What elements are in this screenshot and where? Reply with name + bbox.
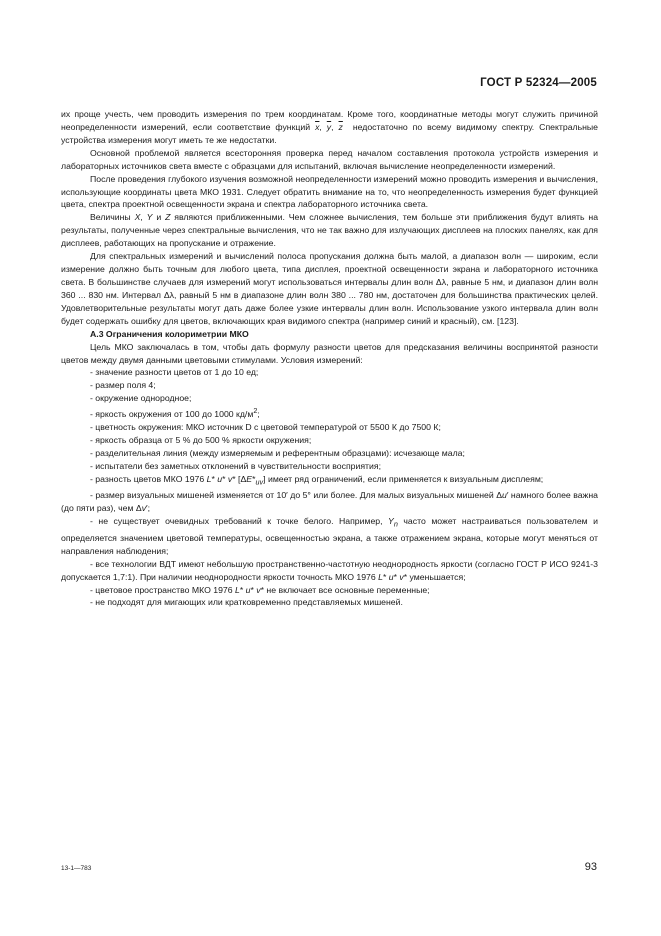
paragraph: Цель МКО заключалась в том, чтобы дать формулу разности цветов для предсказания величины воспринятой разности цветов между двумя данными цветовыми стимулами. Условия измерений: xyxy=(61,341,598,365)
paragraph: Величины X, Y и Z являются приближенными. Чем сложнее вычисления, тем больше эти приближения будут влиять на результаты, полученные через спектральные вычисления, что не так важно для излучающих дисплеев на плоских панелях, как для дисплеев, работающих на пропускание и отражение. xyxy=(61,212,599,249)
paragraph: - окружение однородное; xyxy=(90,393,192,404)
paragraph: - не существует очевидных требований к точке белого. Например, $Y_n$ часто может настраиваться пользователем и определяется значением цветовой температуры, освещенностью экрана, а также отражением экрана, которые могут меняться от направления наблюдения; xyxy=(61,516,599,556)
paragraph: - значение разности цветов от 1 до 10 ед; xyxy=(90,367,259,378)
paragraph: - цветовое пространство МКО 1976 L* u* v* не включает все основные переменные; xyxy=(90,584,430,595)
paragraph: После проведения глубокого изучения возможной неопределенности измерений можно проводить измерения и вычисления, использующие координаты цвета МКО 1931. Следует обратить внимание на то, что неопределенность измерения будет функцией цвета, спектра проектной освещенности экрана и спектра лабораторного источника света. xyxy=(61,173,598,210)
paragraph: - испытатели без заметных отклонений в чувствительности восприятия; xyxy=(90,460,381,471)
page-number: 93 xyxy=(584,861,597,873)
paragraph: - яркость образца от 5 % до 500 % яркости окружения; xyxy=(90,434,312,445)
print-code: 13-1—783 xyxy=(61,865,92,872)
paragraph: Основной проблемой является всесторонняя проверка перед началом составления протокола устройств измерения и лабораторных источников света вместе с образцами для испытаний, включая вычисление неопределенности измерений. xyxy=(61,147,598,171)
paragraph: - разность цветов МКО 1976 L* u* v* $[\Delta E*_{uv}]$ имеет ряд ограничений, если применяется к визуальным дисплеям; xyxy=(90,473,544,487)
paragraph: Для спектральных измерений и вычислений полоса пропускания должна быть малой, а диапазон волн — широким, если измерение должно быть точным для любого цвета, типа дисплея, проектной освещенности экрана и лабораторного источника света. В большинстве случаев для измерений могут использоваться интервалы длин волн Δλ, равные 5 нм, и диапазон длин волн 360 ... 830 нм. Интервал Δλ, равный 5 нм в диапазоне длин волн 380 ... 780 нм, достаточен для большинства практических целей. Удовлетворительные результаты могут дать даже более узкие интервалы длин волн. Использование узкого интервала длин волн будет содержать ошибку для цветов, включающих края видимого спектра (например синий и красный), см. [123]. xyxy=(61,251,598,326)
paragraph: - размер поля 4; xyxy=(90,380,156,391)
section-heading: А.3 Ограничения колориметрии МКО xyxy=(90,328,249,339)
paragraph: - яркость окружения от 100 до 1000 $кд/м^2$; xyxy=(90,406,260,420)
paragraph: их проще учесть, чем проводить измерения по трем координатам. Кроме того, координатные методы могут служить причиной неопределенности измерений, если соответствие функций $\overline{x}$, $\overline{y}$, $\overline{z}$ недостаточно по всему видимому спектру. Спектральные устройства измерения могут иметь те же недостатки. xyxy=(61,109,598,145)
paragraph: - не подходят для мигающих или кратковременно представляемых мишеней. xyxy=(90,597,403,608)
standard-header: ГОСТ Р 52324—2005 xyxy=(480,77,597,89)
paragraph: - размер визуальных мишеней изменяется от 10′ до 5° или более. Для малых визуальных мишеней Δu′ намного более важна (до пяти раз), чем Δv′; xyxy=(61,490,598,514)
paragraph: - все технологии ВДТ имеют небольшую пространственно-частотную неоднородность яркости (согласно ГОСТ Р ИСО 9241-3 допускается 1,7:1). При наличии неоднородности яркости точность МКО 1976 L* u* v* уменьшается; xyxy=(61,558,598,582)
paragraph: - разделительная линия (между измеряемым и референтным образцами): исчезающе мала; xyxy=(90,447,465,458)
paragraph: - цветность окружения: МКО источник D с цветовой температурой от 5500 К до 7500 К; xyxy=(90,422,441,433)
body-text xyxy=(61,108,598,609)
